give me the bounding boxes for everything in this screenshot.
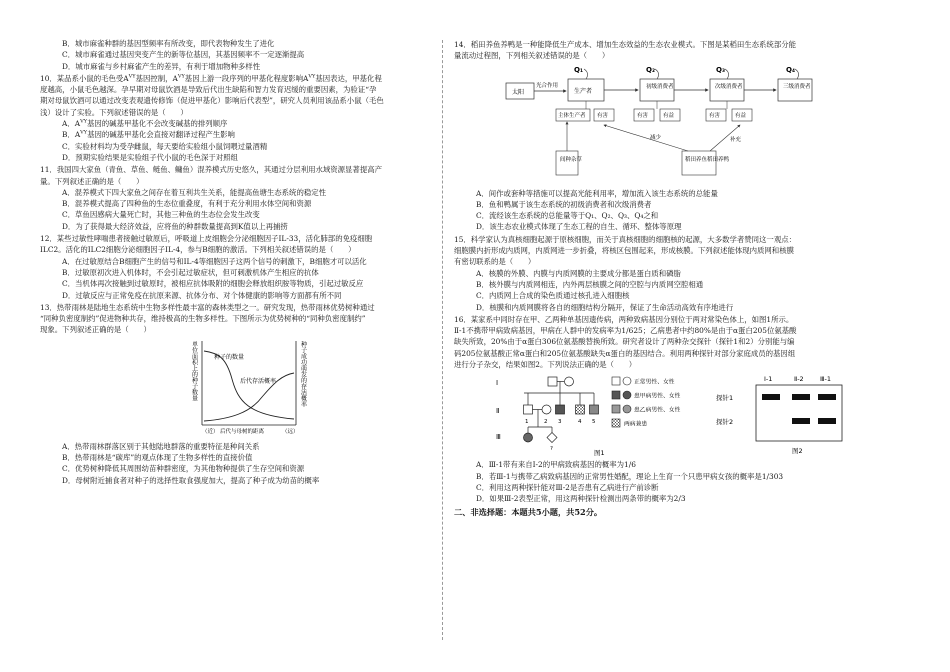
q11-option-c: C．草鱼因感病大量死亡时，其他三种鱼的生态位会发生改变	[62, 210, 260, 220]
legend-a-female	[623, 391, 631, 399]
legend-both	[612, 419, 620, 427]
q9-option-b: B．城市麻雀种群的基因型频率有所改变，即代表物种发生了进化	[62, 39, 275, 48]
pedigree-I-1	[548, 377, 557, 386]
q15-option-c: C．内质网上合成的染色质通过核孔进入细胞核	[476, 291, 630, 301]
q12-line2: ILC2。活化的ILC2细胞分泌细胞因子IL-4，参与B细胞的激活。下列相关叙述错误的是（ ）	[40, 245, 356, 255]
q15-stem: 15．科学家认为真核细胞起源于原核细胞，而关于真核细胞的细胞核的起源，大多数学者赞同这一观点：	[454, 234, 796, 244]
pedigree-figure	[494, 373, 714, 457]
pedigree-III-2	[547, 433, 557, 443]
pedigree-II-4	[576, 405, 585, 414]
probe-2-label: 探针2	[716, 418, 734, 427]
q10-line3: 期对母鼠饮酒可以通过改变表观遗传修饰（促进甲基化）影响后代表型”，研究人员利用该品系小鼠（毛色	[40, 96, 384, 106]
q16-line3: 缺失所致，20%由于α蛋白306位氨基酸替换所致。研究者设计了两种杂交探针（探针1和2）分别能与编	[454, 337, 795, 347]
band-p1-c1	[762, 394, 780, 400]
fig13-ylabel-left: 单位面积上的种子数量	[190, 340, 198, 401]
pedigree-num-4: 4	[578, 419, 582, 426]
q16-option-b: B．若Ⅲ-1与携带乙病致病基因的正常男性婚配，理论上生育一个只患甲病女孩的概率是1/303	[476, 471, 784, 481]
probe-col-1: Ⅰ-1	[764, 375, 773, 384]
probe-1-label: 探针1	[716, 394, 734, 403]
figure2-caption: 图2	[792, 447, 803, 456]
section-2-heading: 二、非选择题：本题共5小题，共52分。	[454, 506, 603, 517]
tertiary-box	[778, 79, 812, 101]
right-column	[454, 38, 869, 518]
benefit-label-2: 有益	[735, 112, 747, 119]
q11-option-d: D．为了获得最大经济效益，应将鱼的种群数量提高到K值以上再捕捞	[62, 221, 288, 231]
pedigree-unknown: ?	[550, 446, 553, 453]
probe-col-2: Ⅱ-2	[794, 375, 804, 384]
q4-label: Q₄	[786, 65, 796, 74]
q1-arrow	[584, 69, 588, 79]
q15-option-b: B．核外膜与内质网相连，内外两层核膜之间的空腔与内质网空腔相通	[476, 279, 704, 289]
fishduck-box	[682, 151, 716, 175]
q16-line4: 码205位氨基酸正常α蛋白和205位氨基酸缺失α蛋白的基因结合。利用两种探针对部分家庭成员的基因组	[454, 348, 796, 358]
legend-b-female	[623, 405, 631, 413]
q4-arrow	[795, 69, 799, 79]
band-p1-c2	[792, 394, 810, 400]
fig13-curve2-label: 后代存活概率	[240, 377, 277, 385]
main-producer-label: 主体生产者	[558, 112, 586, 119]
q12-option-a: A．在过敏原结合B细胞产生的信号和IL-4等细胞因子这两个信号的刺激下，B细胞才可以活化	[62, 256, 367, 266]
q11-option-b: B．混养模式提高了四种鱼的生态位重叠度，有利于充分利用水体空间和资源	[62, 199, 312, 209]
pedigree-II-3	[556, 405, 565, 414]
q11-stem: 11．我国四大家鱼（青鱼、草鱼、鲢鱼、鳙鱼）混养模式历史悠久，其通过分层利用水域资源显著提高产	[40, 165, 382, 175]
probe-col-3: Ⅲ-1	[820, 375, 831, 384]
secondary-box	[710, 79, 744, 101]
q16-figures	[494, 373, 869, 457]
band-p2-c2	[792, 418, 810, 424]
q14-option-d: D．该生态农业模式体现了生态工程的自生、循环、整体等原理	[476, 222, 682, 232]
fig13-ylabel-right: 种子成功萌发的存活概率	[299, 340, 307, 407]
supplement-label: 补充	[730, 136, 742, 143]
probe-figure	[714, 373, 844, 457]
q12-option-d: D．过敏反应与正常免疫在抗原来源、抗体分布、对个体健康的影响等方面都有所不同	[62, 290, 342, 300]
legend-a-label: 患甲病男性、女性	[634, 393, 681, 400]
q12-stem: 12．某些过敏性哮喘患者接触过敏原后，呼吸道上皮细胞会分泌细胞因子IL-33，活化肺部的免疫细胞	[40, 234, 373, 244]
legend-b-label: 患乙病男性、女性	[634, 407, 681, 414]
reduce-arrow	[604, 125, 688, 151]
q10-option-b: B．$A^{VY}$基因的碱基甲基化会直接对翻译过程产生影响	[62, 129, 235, 140]
q2-arrow	[655, 69, 659, 79]
tertiary-label: 三级消费者	[783, 83, 811, 90]
q15-option-a: A．核膜的外膜、内膜与内质网膜的主要成分都是蛋白质和磷脂	[476, 268, 681, 278]
q16-line2: Ⅱ-1不携带甲病致病基因，甲病在人群中的发病率为1/625；乙病患者中约80%是由于α蛋白205位氨基酸	[454, 326, 797, 336]
q16-line5: 进行分子杂交，结果如图2。下列说法正确的是（ ）	[454, 360, 637, 370]
q13-option-a: A．热带雨林群落区别于其他陆地群落的重要特征是种间关系	[62, 441, 260, 451]
q9-option-d: D．城市麻雀与乡村麻雀产生的差异，有利于增加物种多样性	[62, 61, 261, 71]
q12-option-b: B．过敏原初次进入机体时，不会引起过敏症状，但可刺激机体产生相应的抗体	[62, 267, 319, 277]
gen-2-label: Ⅱ	[496, 407, 500, 416]
harm-label-3: 有害	[709, 112, 721, 119]
q13-option-c: C．优势树种降低其周围幼苗种群密度，为其他物种提供了生存空间和资源	[62, 464, 305, 474]
q10-stem: 10．某品系小鼠的毛色受$A^{VY}$基因控制，$A^{VY}$基因上游一段序列的甲基化程度影响$A^{VY}$基因表达，甲基化程	[40, 73, 382, 83]
pedigree-III-1	[524, 433, 533, 442]
q13-line3: 现象。下列叙述正确的是（ ）	[40, 325, 151, 335]
q3-label: Q₃	[716, 65, 726, 74]
band-p2-c3	[818, 418, 836, 424]
pedigree-num-2: 2	[544, 419, 548, 426]
gen-3-label: Ⅲ	[496, 433, 501, 442]
q14-option-a: A．间作或套种等措施可以提高光能利用率，增加流入该生态系统的总能量	[476, 188, 718, 198]
q10-option-d: D．预期实验结果是实验组子代小鼠的毛色深于对照组	[62, 152, 238, 162]
q16-option-c: C．利用这两种探针能对Ⅲ-2是否患有乙病进行产前诊断	[476, 482, 659, 492]
pedigree-num-3: 3	[558, 419, 562, 426]
seed-density-figure	[190, 339, 310, 439]
figure1-caption: 图1	[594, 449, 605, 458]
probe-gel	[756, 385, 842, 441]
band-p1-c3	[818, 394, 836, 400]
pedigree-II-2	[542, 405, 551, 414]
pedigree-num-1: 1	[525, 419, 529, 426]
q16-stem: 16．某家系中同时存在甲、乙两种单基因遗传病，两种致病基因分别位于两对常染色体上，如图1所示。	[454, 314, 794, 324]
pedigree-I-2	[565, 377, 574, 386]
pedigree-II-5	[590, 405, 599, 414]
q2-label: Q₂	[646, 65, 656, 74]
q11-line2: 量。下列叙述正确的是（ ）	[40, 176, 144, 186]
secondary-label: 次级消费者	[715, 83, 743, 90]
reduce-label: 减少	[650, 134, 662, 141]
fig13-near: （近）	[202, 428, 219, 435]
q11-option-a: A．混养模式下四大家鱼之间存在着互利共生关系，能提高鱼塘生态系统的稳定性	[62, 187, 327, 197]
weed-box	[556, 151, 578, 175]
legend-normal-label: 正常男性、女性	[634, 379, 675, 386]
q13-option-d: D．母树附近捕食者对种子的选择性取食强度加大，提高了种子成为幼苗的概率	[62, 475, 320, 485]
photo-label: 光合作用	[536, 82, 559, 89]
q14-option-b: B．鱼和鸭属于该生态系统的初级消费者和次级消费者	[476, 199, 652, 209]
gen-1-label: Ⅰ	[496, 379, 499, 388]
primary-box	[640, 79, 674, 101]
q10-line2: 度越高，小鼠毛色越深。孕早期对母鼠饮酒是导致后代出生缺陷和智力发育迟缓的重要因素，为验证“孕	[40, 85, 377, 95]
q15-line2: 细胞膜内折形成内质网，内质网进一步折叠，将核区包围起来，形成核膜。下列叙述能体现内质网和核膜	[454, 246, 794, 256]
q9-option-c: C．城市麻雀通过基因突变产生的新等位基因，其基因频率不一定逐渐提高	[62, 50, 305, 60]
q10-option-c: C．实验材料均为受孕雌鼠，每天要给实验组小鼠饲喂过量酒精	[62, 141, 268, 151]
fig13-xlabel: 后代与母树的距离	[220, 428, 265, 435]
legend-normal-female	[623, 377, 631, 385]
q13-line2: “同种负密度制约”促进物种共存，维持极高的生物多样性。下图所示为优势树种的“同种负密度制约”	[40, 314, 366, 324]
q10-option-a: A．$A^{VY}$基因的碱基甲基化不会改变碱基的排列顺序	[62, 118, 228, 129]
q16-option-d: D．如果Ⅲ-2表型正常，用这两种探针检测出两条带的概率为2/3	[476, 494, 686, 504]
benefit-label-1: 有益	[663, 112, 675, 119]
fig13-curve1-label: 种子的数量	[214, 353, 245, 361]
q3-arrow	[725, 69, 729, 79]
harm-label-1: 有害	[597, 112, 609, 119]
energy-flow-figure	[504, 65, 824, 185]
legend-a-male	[612, 391, 620, 399]
q14-stem: 14．稻田养鱼养鸭是一种能降低生产成本、增加生态效益的生态农业模式。下图是某稻田生态系统部分能	[454, 40, 796, 49]
pedigree-II-1	[524, 405, 533, 414]
q10-line4: 浅）设计了实验。下列叙述错误的是（ ）	[40, 107, 188, 117]
harm-label-2: 有害	[637, 112, 649, 119]
q13-option-b: B．热带雨林是“碳库”的观点体现了生物多样性的直接价值	[62, 453, 253, 463]
q1-label: Q₁	[574, 65, 584, 74]
q14-line2: 量流动过程图，下列相关叙述错误的是（ ）	[454, 51, 610, 61]
q15-option-d: D．核膜和内质网膜将各自的细胞结构分隔开，保证了生命活动高效有序地进行	[476, 302, 734, 312]
q12-option-c: C．当机体再次接触到过敏原时，被相应抗体吸附的细胞会释放组织胺等物质，引起过敏反应	[62, 279, 364, 289]
pedigree-num-5: 5	[592, 419, 596, 426]
left-column	[40, 38, 455, 486]
fig13-far: （远）	[282, 428, 299, 435]
fishduck-label: 稻田养鱼稻田养鸭	[685, 156, 730, 163]
legend-b-male	[612, 405, 620, 413]
q15-line3: 有密切联系的是（ ）	[454, 257, 536, 267]
producer-label: 生产者	[574, 87, 593, 95]
q13-stem: 13．热带雨林是陆地生态系统中生物多样性最丰富的森林类型之一。研究发现，热带雨林优势树种通过	[40, 302, 375, 312]
primary-label: 初级消费者	[646, 83, 674, 90]
q16-option-a: A．Ⅲ-1带有来自Ⅰ-2的甲病致病基因的概率为1/6	[476, 460, 636, 470]
q14-option-c: C．流经该生态系统的总能量等于Q₁、Q₂、Q₃、Q₄之和	[476, 211, 659, 221]
sun-label: 太阳	[512, 88, 525, 96]
legend-normal-male	[612, 377, 620, 385]
weed-label: 间种杂草	[560, 156, 583, 163]
legend-both-label: 两病兼患	[624, 421, 648, 428]
